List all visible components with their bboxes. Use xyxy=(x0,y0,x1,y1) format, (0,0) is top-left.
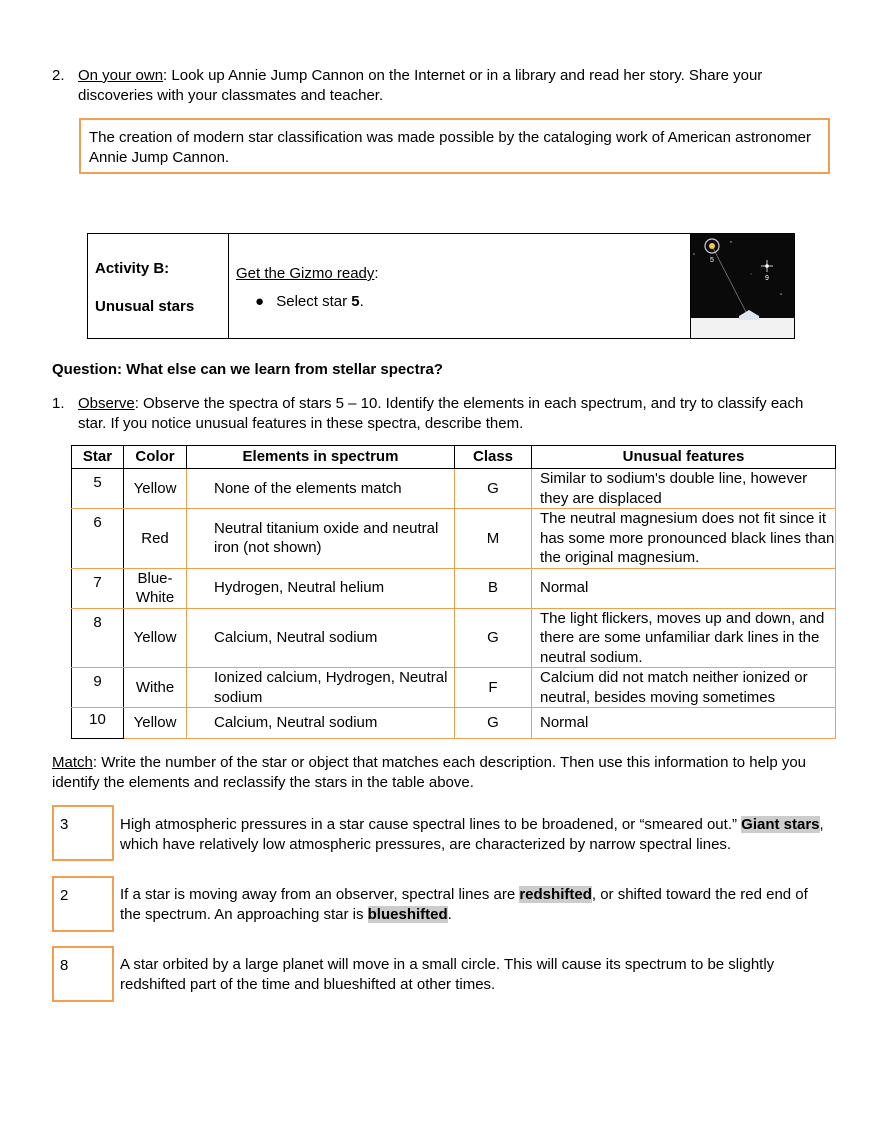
highlighted-term: Giant stars xyxy=(741,816,820,833)
match-text: : Write the number of the star or object that matches each description. Then use this information to help you identify the elements and reclassify the stars in the table above. xyxy=(52,754,807,791)
column-header: Color xyxy=(124,446,187,469)
activity-title-cell xyxy=(88,234,229,338)
star-number-cell: 6 xyxy=(72,509,124,569)
gizmo-thumbnail xyxy=(691,234,794,338)
gizmo-ready-label: Get the Gizmo ready xyxy=(236,265,375,282)
column-header: Elements in spectrum xyxy=(187,446,455,469)
stars-table xyxy=(71,445,836,739)
column-header: Unusual features xyxy=(532,446,836,469)
match-answer: 8 xyxy=(60,957,69,974)
match-answer: 2 xyxy=(60,887,69,904)
star-9-marker[interactable] xyxy=(765,264,769,268)
star-label: 9 xyxy=(765,275,769,282)
color-cell[interactable]: Blue-White xyxy=(124,568,187,608)
color-cell[interactable]: Yellow xyxy=(124,708,187,739)
elements-cell[interactable]: Ionized calcium, Hydrogen, Neutral sodium xyxy=(187,668,455,708)
question-text: : Observe the spectra of stars 5 – 10. Identify the elements in each spectrum, and try to classify each star. If you notice unusual features in these spectra, describe them. xyxy=(78,395,804,432)
unusual-features-cell[interactable]: Calcium did not match neither ionized or neutral, besides moving sometimes xyxy=(532,668,836,708)
star-number-cell: 7 xyxy=(72,568,124,608)
class-cell[interactable]: M xyxy=(455,509,532,569)
star-number-cell: 10 xyxy=(72,708,124,739)
activity-header xyxy=(87,233,795,339)
bullet-dot: ● xyxy=(255,293,265,310)
match-instructions xyxy=(52,753,832,792)
activity-instructions-cell: Get the Gizmo ready: ● Select star 5. xyxy=(229,234,691,338)
unusual-features-cell[interactable]: The neutral magnesium does not fit since it has some more pronounced black lines than the original magnesium. xyxy=(532,509,836,569)
instruction-bullet: ● Select star 5. xyxy=(255,293,364,310)
table-row xyxy=(72,668,836,708)
column-header: Star xyxy=(72,446,124,469)
match-description: High atmospheric pressures in a star cause spectral lines to be broadened, or “smeared out.” Giant stars, which have relatively low atmospheric pressures, are characterized by narrow spectral lines. xyxy=(120,816,824,853)
match-answer: 3 xyxy=(60,816,69,833)
question-lead: Observe xyxy=(78,395,135,412)
star-number-cell: 9 xyxy=(72,668,124,708)
class-cell[interactable]: F xyxy=(455,668,532,708)
match-lead: Match xyxy=(52,754,93,771)
question-2 xyxy=(52,66,812,105)
star-number: 5 xyxy=(351,293,360,310)
star-number-cell: 8 xyxy=(72,608,124,668)
highlighted-term: redshifted xyxy=(519,886,592,903)
question-lead: On your own xyxy=(78,67,164,84)
color-cell[interactable]: Yellow xyxy=(124,469,187,509)
table-row xyxy=(72,608,836,668)
match-answer-field[interactable] xyxy=(52,805,114,861)
star-5-marker[interactable] xyxy=(709,243,715,249)
question-number: 2. xyxy=(52,67,65,84)
highlighted-term: blueshifted xyxy=(367,905,448,923)
question-number: 1. xyxy=(52,395,65,412)
table-row xyxy=(72,469,836,509)
unusual-features-cell[interactable]: Normal xyxy=(532,708,836,739)
unusual-features-cell[interactable]: The light flickers, moves up and down, and there are some unfamiliar dark lines in the neutral sodium. xyxy=(532,608,836,668)
class-cell[interactable]: G xyxy=(455,708,532,739)
question-heading: Question: What else can we learn from stellar spectra? xyxy=(52,361,443,378)
star-number-cell: 5 xyxy=(72,469,124,509)
answer-text: The creation of modern star classification was made possible by the cataloging work of American astronomer Annie Jump Cannon. xyxy=(89,129,812,166)
table-header-row xyxy=(72,446,836,469)
elements-cell[interactable]: None of the elements match xyxy=(187,469,455,509)
class-cell[interactable]: G xyxy=(455,608,532,668)
class-cell[interactable]: B xyxy=(455,568,532,608)
class-cell[interactable]: G xyxy=(455,469,532,509)
match-answer-field[interactable] xyxy=(52,946,114,1002)
unusual-features-cell[interactable]: Normal xyxy=(532,568,836,608)
color-cell[interactable]: Red xyxy=(124,509,187,569)
night-sky-image xyxy=(691,234,794,338)
match-description: A star orbited by a large planet will move in a small circle. This will cause its spectrum to be slightly redshifted part of the time and blueshifted at other times. xyxy=(120,956,775,993)
star-label: 5 xyxy=(710,257,714,264)
elements-cell[interactable]: Calcium, Neutral sodium xyxy=(187,608,455,668)
elements-cell[interactable]: Neutral titanium oxide and neutral iron (not shown) xyxy=(187,509,455,569)
answer-field-q2[interactable] xyxy=(79,118,830,174)
activity-title: Activity B: xyxy=(95,260,170,277)
color-cell[interactable]: Yellow xyxy=(124,608,187,668)
table-row xyxy=(72,509,836,569)
elements-cell[interactable]: Calcium, Neutral sodium xyxy=(187,708,455,739)
column-header: Class xyxy=(455,446,532,469)
unusual-features-cell[interactable]: Similar to sodium's double line, however they are displaced xyxy=(532,469,836,509)
match-description: If a star is moving away from an observer, spectral lines are redshifted, or shifted toward the red end of the spectrum. An approaching star is blueshifted. xyxy=(120,886,808,923)
color-cell[interactable]: Withe xyxy=(124,668,187,708)
activity-subtitle: Unusual stars xyxy=(95,298,195,315)
question-text: : Look up Annie Jump Cannon on the Internet or in a library and read her story. Share your discoveries with your classmates and teacher. xyxy=(78,67,763,104)
table-row xyxy=(72,708,836,739)
match-answer-field[interactable] xyxy=(52,876,114,932)
question-1 xyxy=(52,394,832,433)
table-row xyxy=(72,568,836,608)
elements-cell[interactable]: Hydrogen, Neutral helium xyxy=(187,568,455,608)
